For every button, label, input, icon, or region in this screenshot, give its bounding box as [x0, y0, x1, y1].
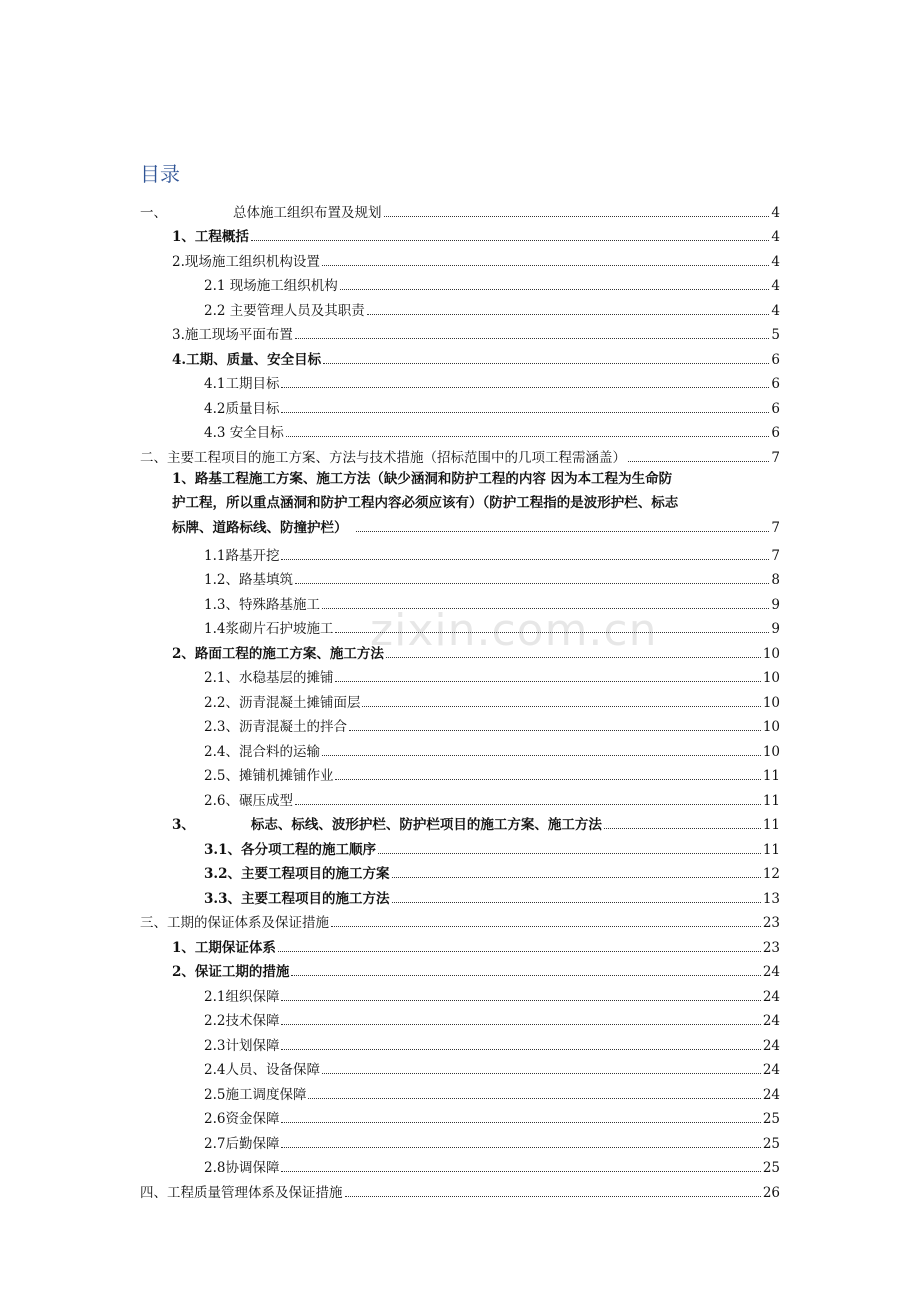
page-number: 6	[771, 400, 780, 417]
entry-text-line: 1、路基工程施工方案、施工方法（缺少涵洞和防护工程的内容 因为本工程为生命防	[172, 470, 673, 487]
toc-entry[interactable]	[140, 736, 780, 761]
dot-leader	[331, 926, 761, 927]
toc-entry[interactable]	[140, 369, 780, 394]
entry-text: 2.3、沥青混凝土的拌合	[204, 719, 347, 735]
entry-text: 四、工程质量管理体系及保证措施	[140, 1184, 343, 1201]
dot-leader	[340, 289, 770, 290]
page-number: 11	[762, 768, 780, 784]
toc-entry[interactable]	[140, 614, 780, 639]
toc-entry[interactable]	[140, 393, 780, 418]
dot-leader	[378, 853, 761, 854]
entry-text: 1.4浆砌片石护坡施工	[204, 621, 334, 637]
entry-text: 2.2技术保障	[204, 1013, 280, 1029]
toc-entry[interactable]	[140, 712, 780, 737]
toc-title: 目录	[140, 162, 180, 186]
dot-leader	[322, 608, 769, 609]
page-number: 26	[762, 1184, 780, 1201]
dot-leader	[628, 461, 769, 462]
toc-entry[interactable]	[140, 442, 780, 467]
toc-entry[interactable]	[140, 1079, 780, 1104]
dot-leader	[322, 1073, 761, 1074]
dot-leader	[367, 314, 770, 315]
entry-text: 二、主要工程项目的施工方案、方法与技术措施（招标范围中的几项工程需涵盖）	[140, 449, 626, 466]
toc-entry[interactable]	[140, 883, 780, 908]
page-number: 25	[762, 1160, 780, 1176]
toc-entry[interactable]	[140, 540, 780, 565]
entry-text: 3.施工现场平面布置	[172, 327, 293, 343]
toc-entry[interactable]	[140, 932, 780, 957]
page-number: 8	[771, 572, 780, 588]
entry-text-line: 护工程，所以重点涵洞和防护工程内容必须应该有）（防护工程指的是波形护栏、标志	[172, 495, 679, 511]
dot-leader	[291, 975, 760, 976]
dot-leader	[295, 583, 769, 584]
entry-text: 2.1组织保障	[204, 988, 280, 1005]
page-number: 9	[771, 621, 780, 637]
dot-leader	[335, 632, 769, 633]
dot-leader	[281, 559, 769, 560]
toc-entry[interactable]	[140, 957, 780, 982]
dot-leader	[362, 706, 760, 707]
page-number: 7	[771, 519, 780, 536]
entry-text: 4.3 安全目标	[204, 425, 284, 441]
page-number: 10	[762, 694, 780, 711]
page-number: 10	[762, 645, 780, 662]
entry-text-line: 标牌、道路标线、防撞护栏）	[172, 519, 348, 536]
entry-text: 3.3、主要工程项目的施工方法	[204, 890, 390, 907]
entry-text: 1.2、路基填筑	[204, 572, 293, 588]
dot-leader	[384, 216, 770, 217]
page-number: 24	[762, 1086, 780, 1103]
entry-text: 1、工程概括	[172, 229, 249, 245]
toc-entry[interactable]	[140, 687, 780, 712]
dot-leader	[295, 338, 770, 339]
dot-leader	[604, 828, 761, 829]
toc-entry[interactable]	[140, 271, 780, 296]
toc-entry[interactable]	[140, 295, 780, 320]
page-number: 7	[771, 449, 780, 466]
dot-leader	[281, 1147, 760, 1148]
dot-leader	[281, 1122, 760, 1123]
page-number: 4	[771, 302, 780, 319]
entry-text: 3.1、各分项工程的施工顺序	[204, 841, 376, 858]
dot-leader	[286, 436, 770, 437]
page-number: 4	[771, 204, 780, 221]
entry-text: 2.3计划保障	[204, 1037, 280, 1054]
page-number: 10	[762, 670, 780, 686]
entry-text: 2.8协调保障	[204, 1160, 280, 1176]
page-number: 13	[762, 890, 780, 907]
entry-text: 1.1路基开挖	[204, 547, 280, 564]
page-number: 4	[771, 229, 780, 245]
toc-entry[interactable]	[140, 859, 780, 884]
entry-prefix: 3、	[172, 817, 195, 833]
table-of-contents	[140, 197, 780, 1202]
page-number: 11	[762, 792, 780, 809]
page-number: 11	[762, 841, 780, 858]
toc-entry[interactable]	[140, 418, 780, 443]
toc-entry[interactable]	[140, 197, 780, 222]
dot-leader	[281, 1000, 760, 1001]
page-number: 25	[762, 1111, 780, 1127]
page-number: 6	[771, 425, 780, 441]
toc-entry-multiline[interactable]	[140, 467, 780, 541]
entry-text: 4.2质量目标	[204, 400, 280, 417]
entry-text: 4.1工期目标	[204, 376, 280, 392]
dot-leader	[386, 657, 761, 658]
entry-text: 2.6资金保障	[204, 1111, 280, 1127]
dot-leader	[323, 363, 769, 364]
entry-prefix: 一、	[140, 204, 167, 221]
entry-text: 三、工期的保证体系及保证措施	[140, 915, 329, 931]
entry-text: 2.5、摊铺机摊铺作业	[204, 768, 334, 784]
toc-entry[interactable]	[140, 638, 780, 663]
dot-leader	[251, 240, 770, 241]
page-number: 4	[771, 253, 780, 270]
entry-text: 2.1、水稳基层的摊铺	[204, 670, 334, 686]
dot-leader	[392, 902, 761, 903]
dot-leader	[356, 531, 770, 532]
page-number: 6	[771, 351, 780, 368]
toc-entry[interactable]	[140, 785, 780, 810]
toc-entry[interactable]	[140, 761, 780, 786]
page-number: 6	[771, 376, 780, 392]
page-number: 5	[771, 327, 780, 343]
entry-text: 2.1 现场施工组织机构	[204, 278, 338, 294]
page-number: 23	[762, 915, 780, 931]
toc-entry[interactable]	[140, 1153, 780, 1178]
toc-entry[interactable]	[140, 1128, 780, 1153]
dot-leader	[308, 1098, 760, 1099]
toc-entry[interactable]	[140, 981, 780, 1006]
entry-text: 2.4人员、设备保障	[204, 1062, 320, 1078]
toc-entry[interactable]	[140, 1055, 780, 1080]
dot-leader	[392, 877, 761, 878]
dot-leader	[295, 804, 761, 805]
toc-entry[interactable]	[140, 344, 780, 369]
page-number: 7	[771, 547, 780, 564]
dot-leader	[281, 1049, 760, 1050]
entry-text: 2.4、混合料的运输	[204, 743, 320, 760]
entry-text: 2.5施工调度保障	[204, 1086, 307, 1103]
toc-entry[interactable]	[140, 834, 780, 859]
toc-entry[interactable]	[140, 1104, 780, 1129]
entry-text: 2.6、碾压成型	[204, 792, 293, 809]
page-number: 23	[762, 939, 780, 956]
page-number: 24	[762, 964, 780, 980]
toc-entry[interactable]	[140, 663, 780, 688]
entry-text: 2.2、沥青混凝土摊铺面层	[204, 694, 361, 711]
dot-leader	[335, 681, 760, 682]
entry-text: 总体施工组织布置及规划	[233, 204, 382, 221]
dot-leader	[281, 1171, 760, 1172]
toc-entry[interactable]	[140, 246, 780, 271]
dot-leader	[335, 779, 760, 780]
toc-entry[interactable]	[140, 320, 780, 345]
toc-entry[interactable]	[140, 908, 780, 933]
dot-leader	[281, 412, 769, 413]
dot-leader	[345, 1196, 761, 1197]
dot-leader	[278, 951, 761, 952]
page-number: 4	[771, 278, 780, 294]
page-number: 24	[762, 1013, 780, 1029]
toc-entry[interactable]	[140, 1006, 780, 1031]
page-number: 25	[762, 1135, 780, 1152]
entry-text: 2.2 主要管理人员及其职责	[204, 302, 365, 319]
entry-text: 标志、标线、波形护栏、防护栏项目的施工方案、施工方法	[250, 817, 602, 833]
dot-leader	[281, 1024, 760, 1025]
entry-text: 2.现场施工组织机构设置	[172, 253, 320, 270]
entry-text: 1.3、特殊路基施工	[204, 596, 320, 613]
entry-text: 1、工期保证体系	[172, 939, 276, 956]
entry-text: 4.工期、质量、安全目标	[172, 351, 322, 368]
entry-text: 2.7后勤保障	[204, 1135, 280, 1152]
dot-leader	[322, 265, 770, 266]
toc-entry[interactable]	[140, 589, 780, 614]
page-number: 11	[762, 817, 780, 833]
entry-text: 2、路面工程的施工方案、施工方法	[172, 645, 384, 662]
page-number: 12	[762, 866, 780, 882]
dot-leader	[281, 387, 769, 388]
page-number: 24	[762, 988, 780, 1005]
page-number: 10	[762, 743, 780, 760]
toc-entry[interactable]	[140, 222, 780, 247]
page-number: 10	[762, 719, 780, 735]
page-number: 24	[762, 1062, 780, 1078]
page-number: 9	[771, 596, 780, 613]
toc-entry[interactable]	[140, 810, 780, 835]
toc-entry[interactable]	[140, 1177, 780, 1202]
watermark: zixin.com.cn	[370, 605, 658, 656]
toc-entry[interactable]	[140, 565, 780, 590]
dot-leader	[349, 730, 761, 731]
entry-text: 2、保证工期的措施	[172, 964, 290, 980]
entry-text: 3.2、主要工程项目的施工方案	[204, 866, 390, 882]
toc-entry[interactable]	[140, 1030, 780, 1055]
dot-leader	[322, 755, 761, 756]
page-number: 24	[762, 1037, 780, 1054]
